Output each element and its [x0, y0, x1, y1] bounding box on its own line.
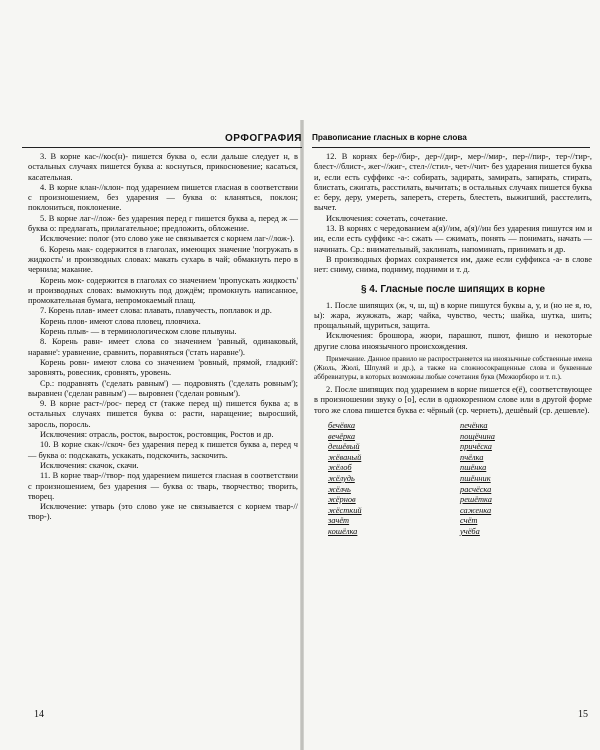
section-note: Примечание. Данное правило не распространяется на иноязычные собственные имена (Жюль, Жюлi, Шпуляй и др.), а также на сложносокращенные слова и буквенные аббревиатуры, в которых возможны любые сочетания букв (Межюрбюро и т. п.). [314, 355, 592, 382]
rule-13: 13. В корнях с чередованием а(я)//им, а(я)//ин без ударения пишутся им и ин, если есть суффикс -а-: сжать — сжимать, понять — понимать, начать — начинать. Ср.: внимательный, заклинать, напоминать, принимать и др. [314, 224, 592, 254]
word-item: пшёнка [460, 463, 487, 473]
word-list-left [328, 421, 460, 538]
word-list-right [460, 421, 592, 538]
word-item: учёба [460, 526, 480, 536]
word-item: жёрнов [328, 495, 356, 505]
word-item: саженка [460, 505, 492, 515]
word-item: вечёрка [328, 431, 356, 441]
section-rule-2: 2. После шипящих под ударением в корне пишется е(ё), соответствующее в произношении звуку о [о], если в однокоренном слове или в другой форме того же слова пишется буква е: чёрный (ср. чернеть), дешёвый (ср. дешевле). [314, 385, 592, 415]
section-exceptions-1: Исключения: брошюра, жюри, парашют, пшют, фишю и некоторые другие слова иноязычного происхождения. [314, 331, 592, 351]
rule-7: 7. Корень плав- имеет слова: плавать, плавучесть, поплавок и др. [40, 306, 272, 316]
running-header-left: ОРФОГРАФИЯ [22, 133, 302, 148]
word-item: пощёчина [460, 431, 495, 441]
exception-5: Исключение: полог (это слово уже не связывается с корнем лаг-//лож-). [40, 234, 295, 244]
rule-11: 11. В корне твар-//твор- под ударением пишется гласная в соответствии с произношением, без ударения — буква о: тварь, творчество; творить, творец. [28, 471, 298, 501]
rule-3: 3. В корне кас-//кос(н)- пишется буква о, если дальше следует н, в остальных случаях пишется буква а: коснуться, прикосновение; касаться, касательная. [28, 152, 298, 182]
word-item: пшённик [460, 473, 491, 483]
page-number-left: 14 [34, 709, 44, 720]
word-item: расчёска [460, 484, 492, 494]
section-title: § 4. Гласные после шипящих в корне [360, 283, 546, 295]
word-list [314, 421, 592, 538]
rule-4: 4. В корне клан-//клон- под ударением пишется гласная в соответствии с произношением, без ударения — буква о: кланяться, поклон; поклониться, поклонение. [28, 182, 298, 213]
rule-13-forms: В производных формах сохраняется им, даже если суффикса -а- в слове нет: сниму, снима, подниму, подними и т. д. [314, 254, 592, 275]
rule-6-mok: Корень мок- содержится в глаголах со значением 'пропускать жидкость' и производных словах: вымокнуть под дождём; промокнуть написанное, промокательная бумага, непромокаемый плащ. [28, 275, 298, 306]
word-item: пчёлка [460, 452, 484, 462]
rule-5: 5. В корне лаг-//лож- без ударения перед г пишется буква а, перед ж — буква о: предлагать, прилагательное; предложить, обложение. [28, 213, 298, 234]
word-item: зачёт [328, 516, 350, 526]
exception-10: Исключения: скачок, скачи. [40, 460, 139, 470]
word-item: бечёвка [328, 420, 356, 430]
exception-9: Исключения: отрасль, росток, выросток, ростовщик, Ростов и др. [40, 430, 274, 440]
word-item: решётка [460, 495, 492, 505]
word-item: жёваный [328, 452, 362, 462]
rule-8: 8. Корень равн- имеет слова со значением 'равный, одинаковый, наравне': уравнение, сравнить, поравняться ('стать наравне'). [28, 337, 298, 357]
word-item: кошёлка [328, 526, 358, 536]
right-page [304, 0, 600, 750]
rule-7-plyv: Корень плыв- — в терминологическом слове плывуны. [40, 327, 237, 337]
word-item: счёт [460, 516, 478, 526]
rule-9: 9. В корне раст-//рос- перед ст (также перед щ) пишется буква а; в остальных случаях пишется буква о: расти, наращение; выросший, заросль, поросль. [28, 399, 298, 429]
right-text-column [314, 152, 592, 537]
word-item: дешёвый [328, 442, 360, 452]
word-item: жёсткий [328, 505, 362, 515]
exception-11: Исключение: утварь (это слово уже не связывается с корнем твар-//твор-). [28, 502, 298, 522]
rule-8-rovn: Корень ровн- имеют слова со значением 'ровный, прямой, гладкий': заровнять, ровесник, сровнять, уровень. [28, 357, 298, 378]
section-rule-1: 1. После шипящих (ж, ч, ш, щ) в корне пишутся буквы а, у, и (но не я, ю, ы): жара, жужжать, жар; чайка, чувство, честь; шайка, шутка, шить; прощальный, щуриться, защита. [314, 300, 592, 331]
word-item: печёнка [460, 420, 488, 430]
left-text-column [28, 152, 298, 523]
running-header-right: Правописание гласных в корне слова [312, 133, 590, 148]
rule-7-plov: Корень плов- имеют слова пловец, пловчиха. [40, 316, 201, 326]
word-item: жёлоб [328, 463, 352, 473]
page-number-right: 15 [578, 709, 588, 720]
word-item: жёлудь [328, 473, 355, 483]
word-item: жёлчь [328, 484, 351, 494]
rule-12: 12. В корнях бер-//бир-, дер-//дир-, мер-//мир-, пер-//пир-, тер-//тир-, блест-//блист-, жег-//жиг-, стел-//стил-, чет-//чит- без ударения пишется буква и, если есть суффикс -а-: собирать, задирать, замирать, запирать, стирать, блистать, сжигать, расстилать, вычитать; в остальных случаях пишется буква е: беру, деру, умереть, заперетъ, стереть, блестеть, выжигший, расстелить, вычет. [314, 152, 592, 213]
exception-12: Исключения: сочетать, сочетание. [326, 213, 448, 223]
rule-8-compare: Ср.: подравнять ('сделать равным') — подровнять ('сделать ровным'); выравнен ('сделан равным') — выровнен ('сделан ровным'). [28, 378, 298, 398]
word-item: причёска [460, 442, 492, 452]
rule-10: 10. В корне скак-//скоч- без ударения перед к пишется буква а, перед ч — буква о: подскакать, ускакать, подскочить, заскочить. [28, 440, 298, 460]
rule-6: 6. Корень мак- содержится в глаголах, имеющих значение 'погружать в жидкость' и производных словах: макать сухарь в чай; обмакнуть перо в чернила; макание. [28, 244, 298, 275]
